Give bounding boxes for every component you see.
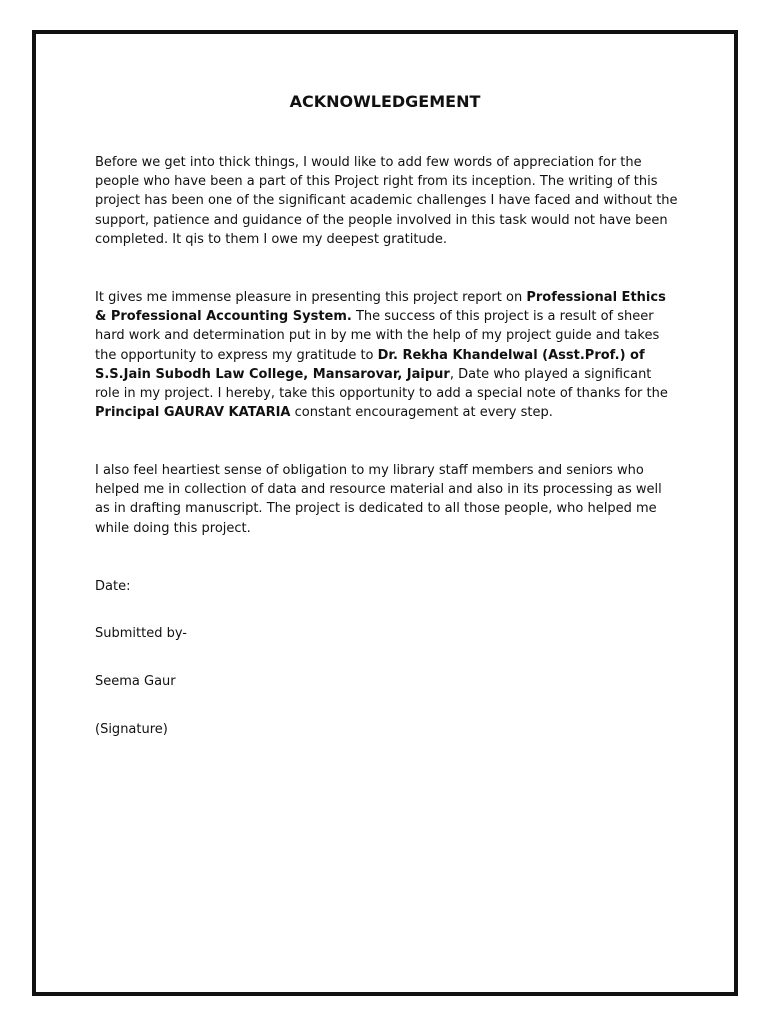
paragraph-gratitude-text-1: It gives me immense pleasure in presenting this project report on — [95, 290, 527, 305]
paragraph-gratitude-text-2: The success of this project is a result of sheer hard work and determination put in by me with the help of my project guide and takes the opportunity to express my gratitude to — [95, 309, 660, 363]
project-title-bold: Professional Ethics & Professional Accounting System. — [95, 290, 666, 325]
paragraph-gratitude-text-4: constant encouragement at every step. — [290, 405, 553, 421]
paragraph-gratitude — [95, 288, 680, 422]
paragraph-appreciation: Before we get into thick things, I would like to add few words of appreciation for the people who have been a part of this Project right from its inception. The writing of this project has been one of the significant academic challenges I have faced and without the support, patience and guidance of the people involved in this task would not have been completed. It qis to them I owe my deepest gratitude. — [95, 155, 678, 247]
paragraph-gratitude-text-3: , Date who played a significant role in my project. I hereby, take this opportunity to add a special note of thanks for the — [95, 366, 668, 402]
author-name: Seema Gaur — [95, 674, 176, 689]
signature-label: (Signature) — [95, 722, 168, 737]
page-frame — [32, 30, 738, 996]
document-title: ACKNOWLEDGEMENT — [289, 92, 481, 111]
paragraph-obligation: I also feel heartiest sense of obligation to my library staff members and seniors who helped me in collection of data and resource material and also in its processing as well as in drafting manuscript. The project is dedicated to all those people, who helped me while doing this project. — [95, 463, 662, 536]
principal-name-bold: Principal GAURAV KATARIA — [95, 405, 291, 421]
submitted-by-label: Submitted by- — [95, 626, 188, 641]
date-label: Date: — [95, 579, 131, 594]
guide-name-bold: Dr. Rekha Khandelwal (Asst.Prof.) of S.S.Jain Subodh Law College, Mansarovar, Jaipur — [95, 347, 645, 382]
